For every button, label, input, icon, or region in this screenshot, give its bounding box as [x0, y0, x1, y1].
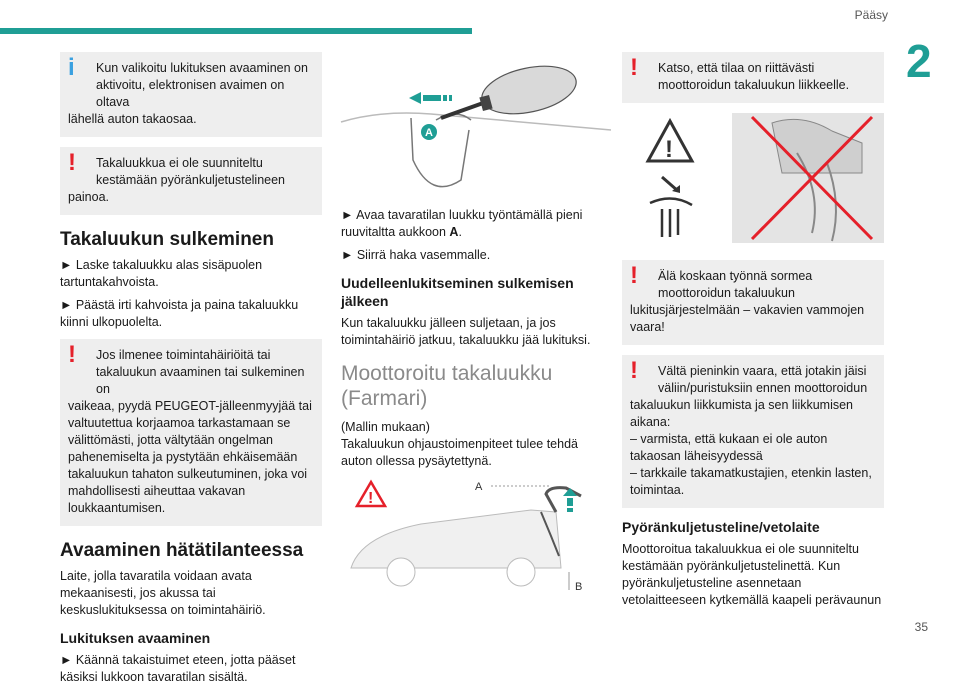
info-note	[60, 52, 322, 137]
warning-note	[60, 339, 322, 526]
car-tailgate-illustration	[341, 476, 603, 599]
info-icon: i	[68, 54, 75, 81]
heading-bike-rack: Pyöränkuljetusteline/vetolaite	[622, 519, 820, 535]
warning-icon: !	[630, 262, 638, 289]
note-lead: Vältä pieninkin vaara, että jotakin jäisi väliin/puristuksiin ennen moottoroidun	[658, 364, 868, 395]
bullet-text: ► Avaa tavaratilan luukku työntämällä pieni ruuvitaltta aukkoon	[341, 208, 583, 239]
note-text: takaluukun liikkumista ja sen liikkumisen aikana:	[630, 398, 854, 429]
column-middle	[341, 40, 603, 611]
note-lead: Katso, että tilaa on riittävästi moottoroidun takaluukun liikkeelle.	[658, 61, 850, 92]
heading-relock: Uudelleenlukitseminen sulkemisen jälkeen	[341, 275, 574, 309]
heading-closing: Takaluukun sulkeminen	[60, 229, 274, 250]
warning-icon: !	[630, 357, 638, 384]
finger-pinch-icon	[650, 198, 692, 237]
page-number: 35	[914, 620, 928, 634]
warning-icon: !	[68, 341, 76, 368]
finger-pinch-illustration	[622, 113, 884, 248]
heading-emergency: Avaaminen hätätilanteessa	[60, 540, 304, 561]
note-lead: Takaluukkua ei ole suunniteltu kestämään pyöränkuljetustelineen	[96, 156, 286, 187]
paragraph: Laite, jolla tavaratila voidaan avata mekaanisesti, jos akussa tai keskuslukituksessa on toimintahäiriö.	[60, 569, 266, 617]
heading-motorized: Moottoroitu takaluukku (Farmari)	[341, 362, 553, 410]
label-b-height: B	[575, 581, 583, 593]
note-lead: Älä koskaan työnnä sormea moottoroidun takaluukun	[658, 269, 813, 300]
warning-icon: !	[630, 54, 638, 81]
note-dash: – tarkkaile takamatkustajien, etenkin lasten, toimintaa.	[630, 466, 872, 497]
paragraph: Moottoroitua takaluukkua ei ole suunniteltu kestämään pyöränkuljetustelinettä. Kun pyöränkuljetusteline asennetaan vetolaitteeseen kytkemällä kaapeli perävaunun	[622, 542, 882, 607]
chapter-number: 2	[906, 35, 932, 87]
paragraph: (Mallin mukaan)	[341, 420, 430, 434]
top-accent-bar	[0, 28, 472, 34]
svg-text:!: !	[665, 136, 673, 163]
bullet: ► Siirrä haka vasemmalle.	[341, 248, 491, 262]
screwdriver-illustration	[341, 40, 603, 195]
warning-note	[622, 52, 884, 103]
bullet: ► Käännä takaistuimet eteen, jotta pääset käsiksi lukkoon tavaratilan sisältä.	[60, 653, 296, 684]
warning-note	[622, 355, 884, 508]
bullet: ► Laske takaluukku alas sisäpuolen tartuntakahvoista.	[60, 258, 263, 289]
column-left	[60, 52, 322, 692]
note-text: painoa.	[68, 190, 110, 204]
note-dash: – varmista, että kukaan ei ole auton takaosan läheisyydessä	[630, 432, 828, 463]
bullet	[341, 207, 603, 241]
note-lead: Jos ilmenee toimintahäiriöitä tai takaluukun avaaminen tai sulkeminen on	[96, 348, 305, 396]
note-text: lähellä auton takaosaa.	[68, 112, 197, 126]
label-a: A	[425, 127, 433, 139]
bullet-end: .	[458, 225, 462, 239]
bullet: ► Päästä irti kahvoista ja paina takaluukku kiinni ulkopuolelta.	[60, 298, 299, 329]
paragraph: Kun takaluukku jälleen suljetaan, ja jos toimintahäiriö jatkuu, takaluukku jää lukituksi.	[341, 316, 591, 347]
column-right	[622, 52, 884, 615]
warning-note	[60, 147, 322, 215]
section-label: Pääsy	[854, 8, 888, 22]
warning-note	[622, 260, 884, 345]
bullet-bold: A	[449, 225, 459, 239]
note-lead: Kun valikoitu lukituksen avaaminen on aktivoitu, elektronisen avaimen on oltava	[96, 61, 308, 109]
subheading-unlock: Lukituksen avaaminen	[60, 630, 211, 646]
note-text: vaikeaa, pyydä PEUGEOT-jälleenmyyjää tai valtuutettua korjaamoa tarkastamaan se välittömästi, jotta vältytään ongelman pahenemiselta ja pystytään ehkäisemään takaluukun tahaton sulkeutuminen, joka voi mahdollisesti aiheuttaa vakavan loukkaantumisen.	[68, 399, 312, 515]
label-a-height: A	[475, 481, 483, 493]
warning-icon: !	[368, 490, 374, 507]
note-text: lukitusjärjestelmään – vakavien vammojen vaara!	[630, 303, 865, 334]
warning-icon: !	[68, 149, 76, 176]
paragraph: Takaluukun ohjaustoimenpiteet tulee tehdä auton ollessa pysäytettynä.	[341, 437, 578, 468]
